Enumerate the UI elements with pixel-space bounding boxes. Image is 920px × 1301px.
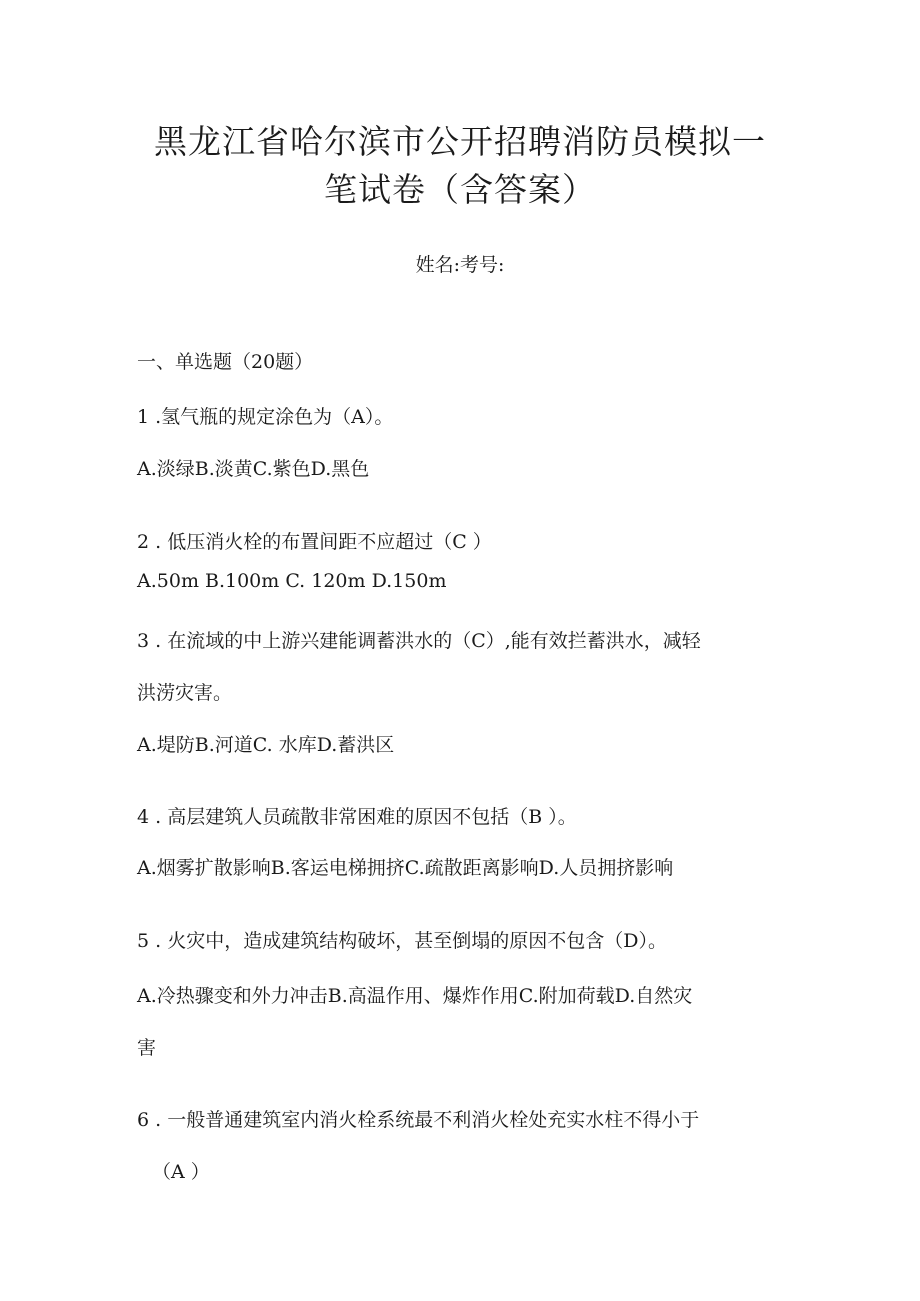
document-title-line-2: 笔试卷（含答案） [324, 170, 596, 209]
question-2-options: A.50m B.100m C. 120m D.150m [137, 570, 447, 592]
question-5-options-line-1: A.冷热骤变和外力冲击B.高温作用、爆炸作用C.附加荷载D.自然灾 [137, 985, 693, 1007]
name-exam-number-line: 姓名:考号: [415, 254, 505, 276]
question-4-stem: 4 . 高层建筑人员疏散非常困难的原因不包括（B ）。 [137, 806, 577, 828]
question-5-options-line-2: 害 [137, 1037, 157, 1059]
question-4-options: A.烟雾扩散影响B.客运电梯拥挤C.疏散距离影响D.人员拥挤影响 [137, 857, 674, 879]
document-title-line-1: 黑龙江省哈尔滨市公开招聘消防员模拟一 [154, 122, 766, 161]
question-3-stem-line-1: 3 . 在流域的中上游兴建能调蓄洪水的（C）,能有效拦蓄洪水，减轻 [137, 630, 701, 652]
question-6-stem-line-2: （A ） [152, 1161, 210, 1183]
question-1-stem: 1 .氢气瓶的规定涂色为（A）。 [137, 406, 394, 428]
question-3-stem-line-2: 洪涝灾害。 [137, 682, 233, 704]
question-6-stem-line-1: 6 . 一般普通建筑室内消火栓系统最不利消火栓处充实水柱不得小于 [137, 1109, 700, 1131]
question-5-stem: 5 . 火灾中，造成建筑结构破坏，甚至倒塌的原因不包含（D）。 [137, 930, 667, 952]
section-heading: 一、单选题（20题） [137, 351, 314, 373]
question-2-stem: 2 . 低压消火栓的布置间距不应超过（C ） [137, 531, 492, 553]
question-1-options: A.淡绿B.淡黄C.紫色D.黑色 [137, 458, 370, 480]
question-3-options: A.堤防B.河道C. 水库D.蓄洪区 [137, 734, 395, 756]
